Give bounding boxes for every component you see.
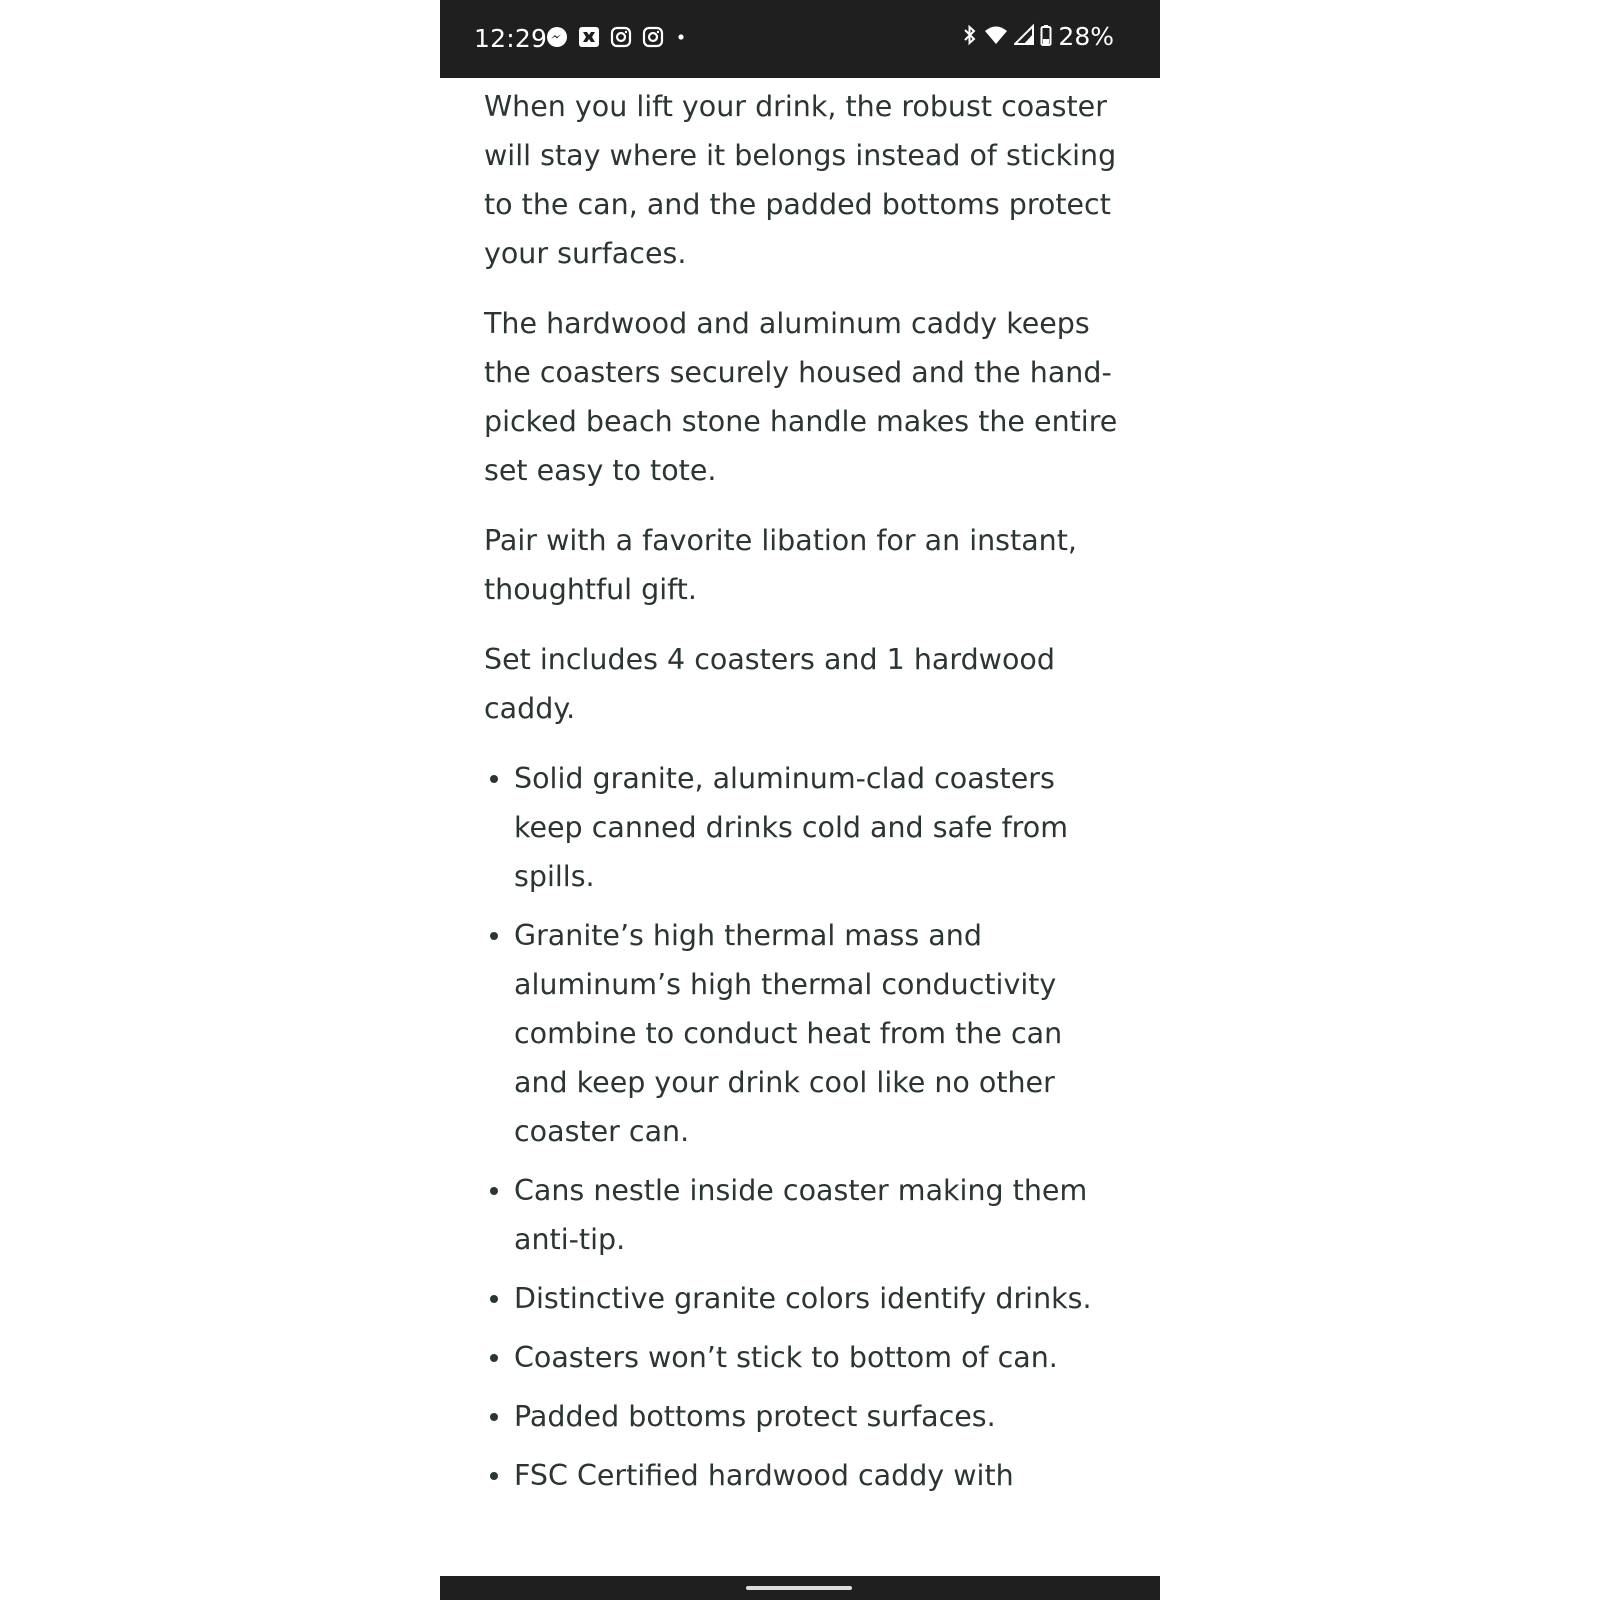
article-body [484, 82, 1124, 1510]
bullet-icon [490, 775, 498, 783]
bluetooth-icon [962, 23, 978, 51]
cellular-signal-icon [1014, 23, 1034, 51]
list-item-text: Distinctive granite colors identify drinks. [514, 1282, 1092, 1315]
instagram-icon [610, 26, 632, 52]
list-item [484, 1166, 1124, 1264]
paragraph: When you lift your drink, the robust coaster will stay where it belongs instead of sticking to the can, and the padded bottoms protect your surfaces. [484, 90, 1117, 270]
list-item [484, 1274, 1124, 1323]
battery-percentage: 28% [1058, 22, 1114, 51]
instagram-icon [642, 26, 664, 52]
list-item-text: Padded bottoms protect surfaces. [514, 1400, 996, 1433]
list-item-text: Granite’s high thermal mass and aluminum’s high thermal conductivity combine to conduct heat from the can and keep your drink cool like no other coaster can. [514, 919, 1063, 1148]
bullet-icon [490, 1413, 498, 1421]
bullet-icon [490, 1295, 498, 1303]
list-item-text: Solid granite, aluminum-clad coasters keep canned drinks cold and safe from spills. [514, 762, 1068, 893]
bullet-icon [490, 1354, 498, 1362]
list-item [484, 1392, 1124, 1441]
bullet-icon [490, 1187, 498, 1195]
paragraph: The hardwood and aluminum caddy keeps the coasters securely housed and the hand-picked beach stone handle makes the entire set easy to tote. [484, 307, 1118, 487]
bullet-icon [490, 1472, 498, 1480]
notification-icons [546, 26, 688, 52]
wifi-icon [984, 23, 1008, 51]
battery-icon [1040, 23, 1052, 51]
phone-screen [440, 0, 1160, 1600]
list-item [484, 911, 1124, 1156]
app-notification-icon [578, 26, 600, 52]
messenger-icon [546, 26, 568, 52]
system-status [962, 22, 1114, 51]
more-notifications-dot-icon [674, 26, 688, 52]
status-bar [440, 0, 1160, 78]
feature-list [484, 754, 1124, 1500]
list-item-text: FSC Certified hardwood caddy with [514, 1459, 1014, 1492]
list-item [484, 754, 1124, 901]
list-item-text: Cans nestle inside coaster making them anti-tip. [514, 1174, 1088, 1256]
list-item-text: Coasters won’t stick to bottom of can. [514, 1341, 1058, 1374]
paragraph: Set includes 4 coasters and 1 hardwood caddy. [484, 643, 1055, 725]
paragraph: Pair with a favorite libation for an instant, thoughtful gift. [484, 524, 1077, 606]
status-time: 12:29 [474, 24, 548, 53]
navigation-bar [440, 1576, 1160, 1600]
list-item [484, 1333, 1124, 1382]
home-gesture-handle[interactable] [746, 1586, 852, 1590]
list-item [484, 1451, 1124, 1500]
bullet-icon [490, 932, 498, 940]
